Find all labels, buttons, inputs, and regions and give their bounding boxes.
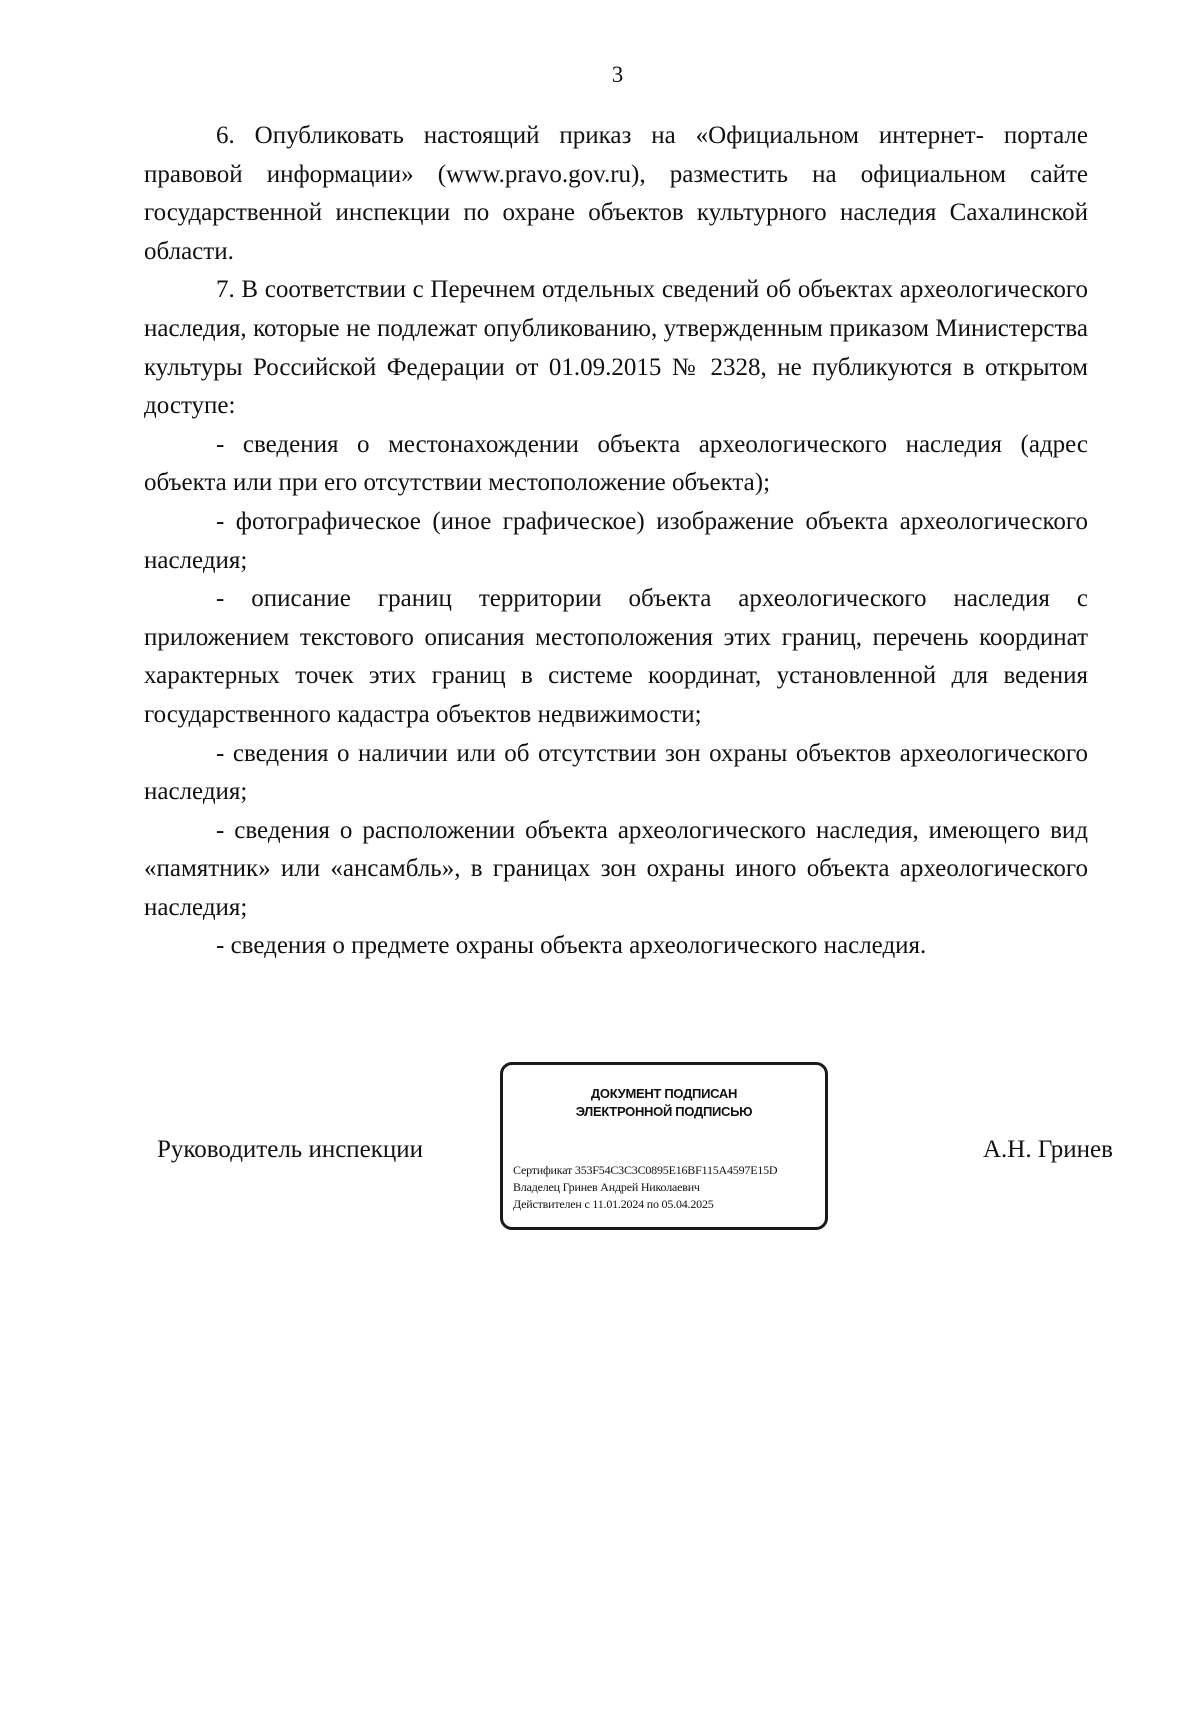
paragraph-publication: 6. Опубликовать настоящий приказ на «Официальном интернет- портале правовой информации» (www.pravo.gov.ru), разместить на официальном сайте государственной инспекции по охране объектов культурного наследия Сахалинской области.: [144, 122, 1088, 265]
list-item-photo: - фотографическое (иное графическое) изображение объекта археологического наследия;: [144, 507, 1088, 574]
stamp-validity: Действителен с 11.01.2024 по 05.04.2025: [513, 1197, 714, 1211]
stamp-details: [513, 1162, 825, 1213]
list-item-location: - сведения о местонахождении объекта археологического наследия (адрес объекта или при его отсутствии местоположение объекта);: [144, 430, 1088, 497]
stamp-header-line1: ДОКУМЕНТ ПОДПИСАН: [590, 1086, 738, 1101]
position-title: Руководитель инспекции: [157, 1136, 424, 1163]
stamp-header-line2: ЭЛЕКТРОННОЙ ПОДПИСЬЮ: [575, 1104, 753, 1119]
paragraph-restricted-info: 7. В соответствии с Перечнем отдельных сведений об объектах археологического наследия, которые не подлежат опубликованию, утвержденным приказом Министерства культуры Российской Федерации от 01.09.2015 № 2328, не публикуются в открытом доступе:: [144, 276, 1088, 420]
stamp-owner: Владелец Гринев Андрей Николаевич: [513, 1180, 700, 1194]
list-item-protection-zones: - сведения о наличии или об отсутствии зон охраны объектов археологического наследия;: [144, 739, 1088, 806]
list-item-boundaries: - описание границ территории объекта археологического наследия с приложением текстового описания местоположения этих границ, перечень координат характерных точек этих границ в системе координат, установленной для ведения государственного кадастра объектов недвижимости;: [144, 585, 1088, 728]
stamp-certificate: Сертификат 353F54C3C3C0895E16BF115A4597E15D: [513, 1163, 778, 1177]
electronic-signature-stamp: [500, 1062, 828, 1230]
signer-name: А.Н. Гринев: [983, 1136, 1113, 1163]
document-body: [144, 117, 1088, 966]
stamp-header: [503, 1085, 825, 1121]
list-item-monument-location: - сведения о расположении объекта археологического наследия, имеющего вид «памятник» или «ансамбль», в границах зон охраны иного объекта археологического наследия;: [144, 816, 1088, 921]
page-number: 3: [611, 62, 624, 87]
list-item-protection-subject: - сведения о предмете охраны объекта археологического наследия.: [216, 932, 927, 960]
